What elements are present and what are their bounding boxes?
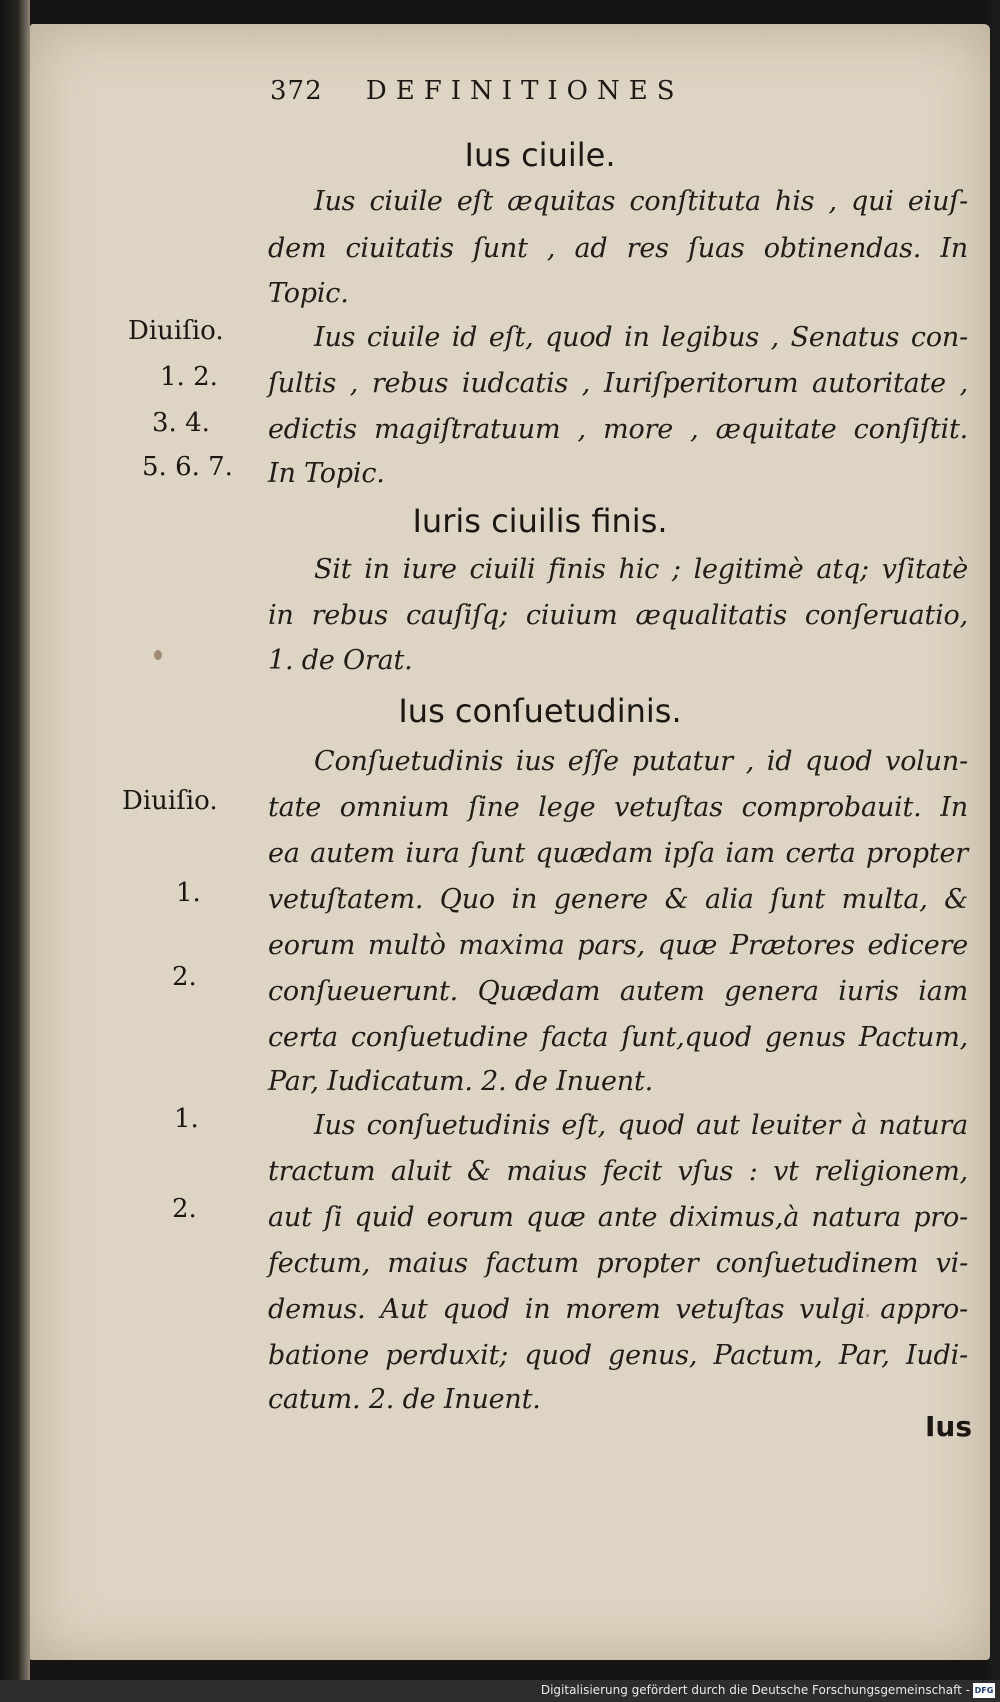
digitization-footer bbox=[0, 1680, 1000, 1702]
running-title: DEFINITIONES bbox=[365, 76, 684, 106]
text-line: 1. de Orat. bbox=[268, 645, 413, 676]
text-line: Conſuetudinis ius eſſe putatur , id quod volun- bbox=[314, 746, 968, 777]
section-heading-ius-civile: Ius ciuile. bbox=[464, 136, 616, 174]
text-line: Sit in iure ciuili finis hic ; legitimè atq; vſitatè bbox=[314, 554, 968, 585]
text-line: Ius ciuile id eſt, quod in legibus , Senatus con- bbox=[314, 322, 968, 353]
text-line: ſultis , rebus iudcatis , Iuriſperitorum autoritate , bbox=[268, 368, 968, 399]
catchword: Ius bbox=[925, 1410, 973, 1443]
text-line: In Topic. bbox=[268, 458, 385, 489]
text-line: Topic. bbox=[268, 278, 349, 309]
text-line: dem ciuitatis ſunt , ad res ſuas obtinendas. In bbox=[268, 233, 968, 264]
text-line: certa conſuetudine facta ſunt,quod genus Pactum, bbox=[268, 1022, 968, 1053]
text-line: Par, Iudicatum. 2. de Inuent. bbox=[268, 1066, 653, 1097]
text-line: demus. Aut quod in morem vetuſtas vulgi appro- bbox=[268, 1294, 968, 1325]
text-line: vetuſtatem. Quo in genere & alia ſunt multa, & bbox=[268, 884, 968, 915]
margin-note-numbers: 1. 2. bbox=[160, 362, 218, 392]
margin-note-number: 1. bbox=[174, 1104, 199, 1134]
funding-credit: Digitalisierung gefördert durch die Deutsche Forschungsgemeinschaft - bbox=[540, 1683, 970, 1697]
margin-note-numbers: 3. 4. bbox=[152, 408, 210, 438]
margin-note-numbers: 5. 6. 7. bbox=[142, 452, 233, 482]
margin-note-number: 2. bbox=[172, 1194, 197, 1224]
page-number: 372 bbox=[270, 76, 323, 106]
text-line: edictis magiſtratuum , more , æquitate conſiſtit. bbox=[268, 414, 968, 445]
text-line: tate omnium ſine lege vetuſtas comprobauit. In bbox=[268, 792, 968, 823]
text-line: aut ſi quid eorum quæ ante diximus,à natura pro- bbox=[268, 1202, 968, 1233]
margin-note-number: 1. bbox=[176, 878, 201, 908]
text-line: catum. 2. de Inuent. bbox=[268, 1384, 541, 1415]
text-line: ea autem iura ſunt quædam ipſa iam certa propter bbox=[268, 838, 968, 869]
text-line: tractum aluit & maius fecit vſus : vt religionem, bbox=[268, 1156, 968, 1187]
section-heading-ius-consuetudinis: Ius conſuetudinis. bbox=[398, 692, 682, 730]
text-line: conſueuerunt. Quædam autem genera iuris iam bbox=[268, 976, 968, 1007]
text-line: fectum, maius factum propter conſuetudinem vi- bbox=[268, 1248, 968, 1279]
running-head bbox=[270, 76, 870, 106]
text-line: batione perduxit; quod genus, Pactum, Par, Iudi- bbox=[268, 1340, 968, 1371]
text-line: Ius ciuile eſt æquitas conſtituta his , qui eiuſ- bbox=[314, 186, 968, 217]
ink-stain bbox=[154, 650, 162, 660]
text-line: in rebus cauſiſq; ciuium æqualitatis conſeruatio, bbox=[268, 600, 968, 631]
dfg-logo-icon: DFG bbox=[973, 1683, 995, 1698]
margin-note-divisio: Diuiſio. bbox=[128, 316, 224, 346]
margin-note-divisio: Diuiſio. bbox=[122, 786, 218, 816]
section-heading-iuris-finis: Iuris ciuilis finis. bbox=[412, 502, 668, 540]
book-spine-shadow bbox=[0, 0, 30, 1702]
text-line: eorum multò maxima pars, quæ Prætores edicere bbox=[268, 930, 968, 961]
text-line: Ius conſuetudinis eſt, quod aut leuiter à natura bbox=[314, 1110, 968, 1141]
margin-note-number: 2. bbox=[172, 962, 197, 992]
